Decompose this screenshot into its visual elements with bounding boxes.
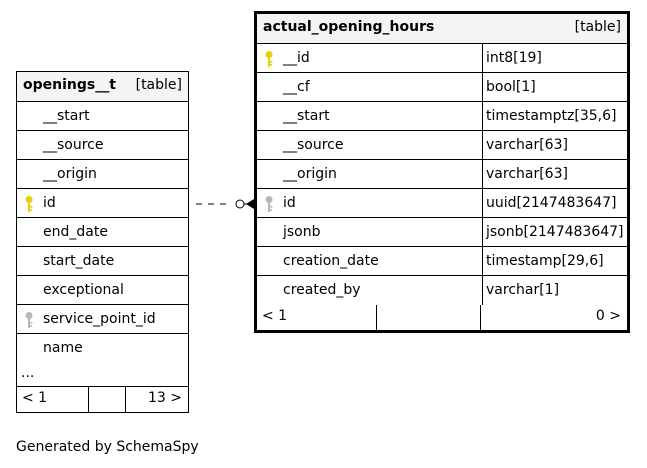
column-type-cell — [482, 276, 560, 305]
column-row-origin[interactable] — [257, 160, 627, 189]
column-type-cell — [482, 73, 536, 101]
column-type: jsonb[2147483647] — [486, 224, 624, 240]
column-name: end_date — [43, 224, 108, 240]
pager-prev[interactable]: < 1 — [262, 308, 288, 324]
table-name: openings__t — [23, 77, 116, 93]
column-row-source[interactable] — [257, 131, 627, 160]
column-row-end_date[interactable] — [17, 218, 188, 247]
column-row-name[interactable] — [17, 334, 188, 363]
column-type: varchar[63] — [486, 166, 568, 182]
column-name: __origin — [43, 166, 97, 182]
column-type-cell — [482, 131, 568, 159]
pager-next[interactable]: 0 > — [595, 308, 621, 324]
pager-next[interactable]: 13 > — [148, 390, 182, 406]
column-name: id — [43, 195, 56, 211]
column-name: jsonb — [283, 224, 321, 240]
table-kind: [table] — [574, 19, 621, 35]
column-row-id[interactable] — [257, 189, 627, 218]
column-name: name — [43, 340, 83, 356]
column-name: service_point_id — [43, 311, 156, 327]
column-name: id — [283, 195, 296, 211]
foreign-key-icon — [24, 311, 36, 329]
table-actual-opening-hours[interactable] — [254, 11, 630, 333]
table-header — [257, 14, 627, 44]
column-name: start_date — [43, 253, 115, 269]
pager — [257, 305, 627, 330]
column-type: varchar[1] — [486, 282, 560, 298]
column-row-created_by[interactable] — [257, 276, 627, 305]
column-type-cell — [482, 160, 568, 188]
column-name: __origin — [283, 166, 337, 182]
table-name: actual_opening_hours — [263, 19, 435, 35]
footer-credit: Generated by SchemaSpy — [16, 439, 199, 455]
column-row-origin[interactable] — [17, 160, 188, 189]
column-row-id[interactable] — [257, 44, 627, 73]
column-row-source[interactable] — [17, 131, 188, 160]
column-type-cell — [482, 247, 604, 275]
foreign-key-icon — [264, 195, 276, 213]
column-type: int8[19] — [486, 50, 542, 66]
column-row-service_point_id[interactable] — [17, 305, 188, 334]
column-name: exceptional — [43, 282, 124, 298]
column-name: __start — [283, 108, 330, 124]
column-type-cell — [482, 218, 624, 246]
column-row-creation_date[interactable] — [257, 247, 627, 276]
column-type-cell — [482, 44, 542, 72]
many-cardinality-icon — [246, 199, 254, 209]
table-kind: [table] — [135, 77, 182, 93]
column-name: created_by — [283, 282, 361, 298]
more-columns-ellipsis: ... — [21, 365, 35, 381]
primary-key-icon — [24, 195, 36, 213]
column-row-start[interactable] — [257, 102, 627, 131]
pager-prev[interactable]: < 1 — [22, 390, 48, 406]
column-type: uuid[2147483647] — [486, 195, 617, 211]
column-type: varchar[63] — [486, 137, 568, 153]
pager — [17, 387, 188, 412]
column-row-id[interactable] — [17, 189, 188, 218]
column-name: __source — [43, 137, 104, 153]
column-row-jsonb[interactable] — [257, 218, 627, 247]
column-type-cell — [482, 189, 617, 217]
table-openings-t[interactable] — [16, 71, 189, 413]
column-type: timestamptz[35,6] — [486, 108, 617, 124]
column-row-start_date[interactable] — [17, 247, 188, 276]
table-header — [17, 72, 188, 102]
column-name: __id — [283, 50, 310, 66]
column-type: bool[1] — [486, 79, 536, 95]
column-name: __source — [283, 137, 344, 153]
column-name: __start — [43, 108, 90, 124]
column-type: timestamp[29,6] — [486, 253, 604, 269]
primary-key-icon — [264, 50, 276, 68]
column-name: __cf — [283, 79, 310, 95]
zero-cardinality-icon — [236, 200, 244, 208]
column-row-exceptional[interactable] — [17, 276, 188, 305]
column-name: creation_date — [283, 253, 379, 269]
more-columns-row[interactable] — [17, 363, 188, 387]
column-row-cf[interactable] — [257, 73, 627, 102]
column-type-cell — [482, 102, 617, 130]
column-row-start[interactable] — [17, 102, 188, 131]
